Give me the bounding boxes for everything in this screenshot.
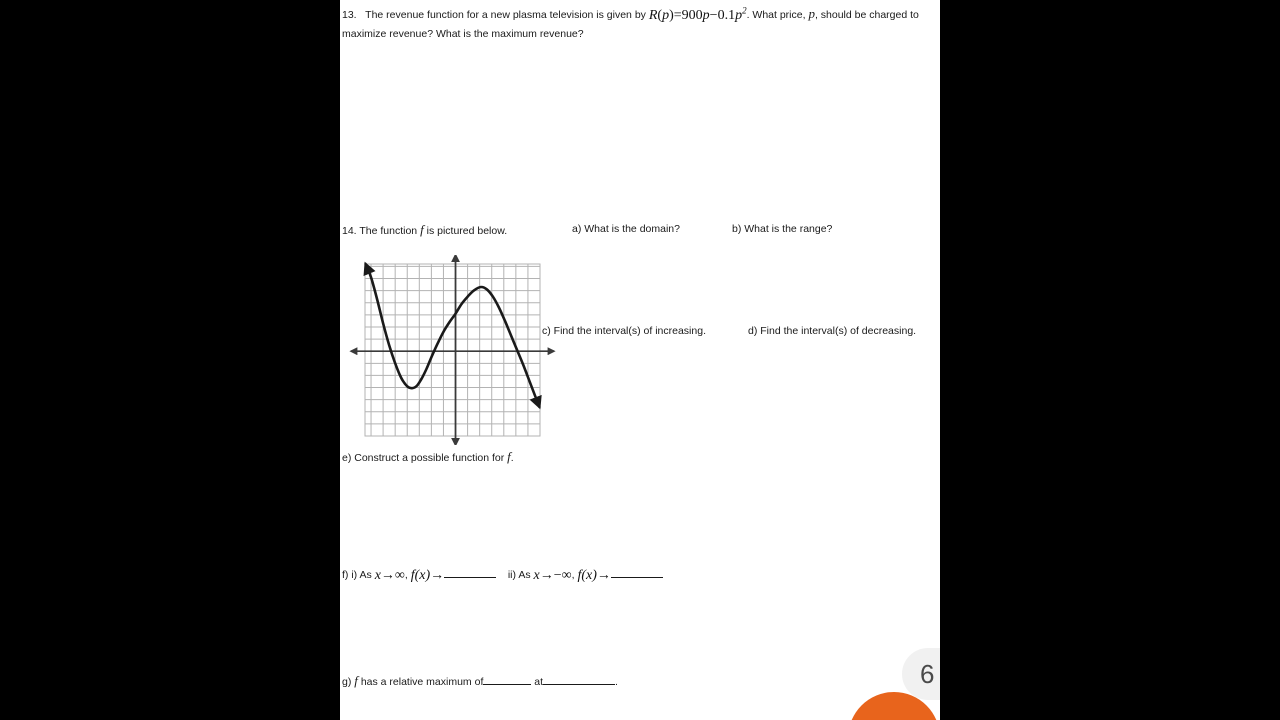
q14-part-g-blank-2[interactable] — [543, 673, 615, 685]
q14-part-f-blank-2[interactable] — [611, 566, 663, 578]
graph-svg — [348, 255, 558, 445]
q14-stem-before: The function — [359, 225, 418, 237]
question-14-part-e — [342, 448, 514, 467]
question-14-part-g — [342, 672, 618, 691]
q14-stem-after: is pictured below. — [426, 225, 508, 237]
question-14-part-b: b) What is the range? — [732, 223, 833, 235]
q14-part-f-limit1: x→∞ — [374, 568, 405, 583]
question-14-stem — [342, 221, 507, 240]
q14-part-e-after: . — [510, 452, 514, 464]
question-13 — [342, 5, 934, 43]
q14-stem-var-f: f — [420, 222, 424, 237]
q14-part-f-limit2: x→−∞ — [533, 568, 572, 583]
q14-number: 14. — [342, 225, 357, 237]
q14-part-e-var-f: f — [507, 449, 511, 464]
q14-part-f-blank-1[interactable] — [444, 566, 496, 578]
q14-part-g-text2: at — [534, 676, 544, 688]
q14-part-f-fn1: f(x)→ — [410, 568, 445, 583]
q14-part-f-fn2: f(x)→ — [577, 568, 611, 583]
page-number: 6 — [920, 658, 935, 689]
q14-part-g-var-f: f — [354, 673, 358, 688]
q14-part-g-text1: has a relative maximum of — [360, 676, 484, 688]
q14-part-e-before: e) Construct a possible function for — [342, 452, 505, 464]
q13-var-p: p — [808, 6, 815, 21]
q14-part-f-comma2: , — [571, 569, 575, 581]
q13-text-after: What price, — [752, 9, 806, 21]
q14-part-g-blank-1[interactable] — [483, 673, 531, 685]
question-14-part-a: a) What is the domain? — [572, 223, 680, 235]
q14-part-g-label: g) — [342, 676, 352, 688]
q13-text-before: The revenue function for a new plasma television is given by — [365, 9, 646, 21]
q14-part-f-comma1: , — [404, 569, 408, 581]
q13-formula-period: . — [746, 9, 750, 21]
q14-part-g-period: . — [615, 676, 618, 688]
question-14-part-d: d) Find the interval(s) of decreasing. — [748, 325, 917, 337]
page-number-badge — [902, 648, 940, 700]
q13-number: 13. — [342, 9, 357, 21]
q14-part-f-label2: ii) As — [507, 569, 531, 581]
q14-part-f-label: f) i) As — [342, 569, 372, 581]
q13-exponent: 2 — [742, 5, 747, 16]
q13-text-after2: , should be charged to maximize revenue? What is the maximum revenue? — [342, 9, 919, 40]
worksheet-page — [340, 0, 940, 720]
question-14-part-f — [342, 566, 663, 584]
function-graph — [348, 255, 558, 445]
question-14-part-c: c) Find the interval(s) of increasing. — [542, 325, 706, 337]
q13-formula: $R(p)=900p-0.1p^2$ — [648, 5, 747, 23]
